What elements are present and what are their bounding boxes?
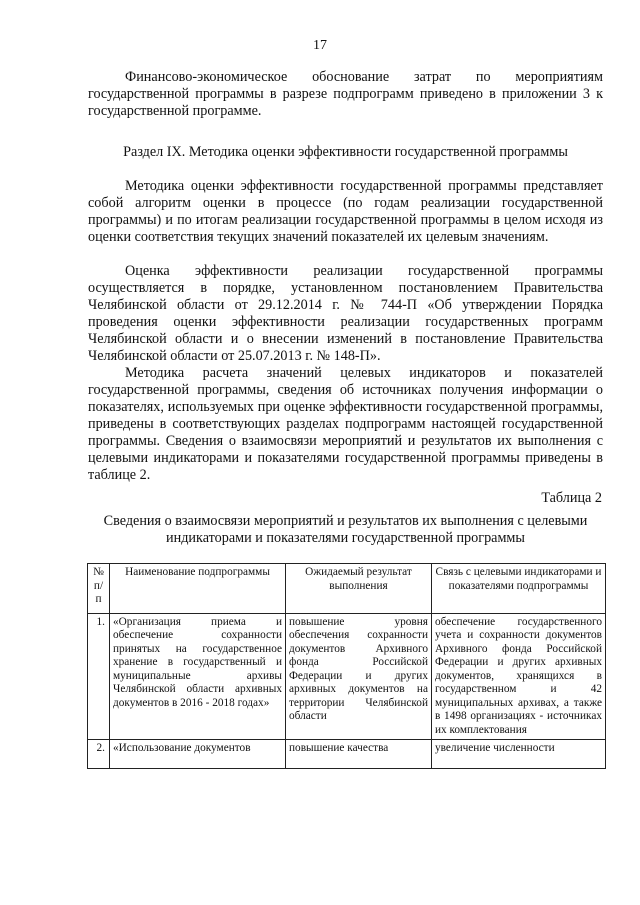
row-subprogram-name: «Использование документов — [110, 740, 286, 769]
row-indicator-link: увеличение численности — [432, 740, 606, 769]
row-num: 2. — [88, 740, 110, 769]
header-indicator-link: Связь с целевыми индикаторами и показателями подпрограммы — [432, 564, 606, 614]
methodology-paragraph: Методика оценки эффективности государственной программы представляет собой алгоритм оценки в процессе (по годам реализации государственной программы) и по итогам реализации государственной программы в целом исходя из оценки соответствия текущих значений показателей их целевым значениям. — [88, 178, 603, 245]
page-number: 17 — [313, 38, 327, 53]
table-row — [88, 740, 606, 769]
calculation-paragraph: Методика расчета значений целевых индикаторов и показателей государственной программы, сведения об источниках получения информации о показателях, используемых при оценке эффективности государственной программы, приведены в соответствующих разделах подпрограмм настоящей государственной программы. Сведения о взаимосвязи мероприятий и результатов их выполнения с целевыми индикаторами и показателями государственной программы приведены в таблице 2. — [88, 365, 603, 483]
table-header-row — [88, 564, 606, 614]
row-expected-result: повышение уровня обеспечения сохранности документов Архивного фонда Российской Федерации и других архивных документов на территории Челябинской области — [286, 613, 432, 740]
row-indicator-link: обеспечение государственного учета и сохранности документов Архивного фонда Российской Федерации и других архивных документов, хранящихся в государственном и 42 муниципальных архивах, а также в 1498 организациях - источниках их комплектования — [432, 613, 606, 740]
table-label: Таблица 2 — [541, 490, 602, 506]
indicators-table — [87, 563, 606, 769]
evaluation-order-paragraph: Оценка эффективности реализации государственной программы осуществляется в порядке, установленном постановлением Правительства Челябинской области от 29.12.2014 г. № 744-П «Об утверждении Порядка проведения оценки эффективности реализации государственных программ Челябинской области и о внесении изменений в постановление Правительства Челябинской области от 25.07.2013 г. № 148-П». — [88, 263, 603, 364]
table-row — [88, 613, 606, 740]
row-num: 1. — [88, 613, 110, 740]
header-expected-result: Ожидаемый результат выполнения — [286, 564, 432, 614]
header-subprogram-name: Наименование подпрограммы — [110, 564, 286, 614]
row-subprogram-name: «Организация приема и обеспечение сохранности принятых на государственное хранение в государственный и муниципальные архивы Челябинской области архивных документов в 2016 - 2018 годах» — [110, 613, 286, 740]
table-caption: Сведения о взаимосвязи мероприятий и результатов их выполнения с целевыми индикаторами и показателями государственной программы — [103, 513, 588, 546]
row-expected-result: повышение качества — [286, 740, 432, 769]
intro-paragraph: Финансово-экономическое обоснование затрат по мероприятиям государственной программы в разрезе подпрограмм приведено в приложении 3 к государственной программе. — [88, 69, 603, 119]
section-title: Раздел IX. Методика оценки эффективности государственной программы — [123, 144, 568, 160]
header-num: № п/п — [88, 564, 110, 614]
